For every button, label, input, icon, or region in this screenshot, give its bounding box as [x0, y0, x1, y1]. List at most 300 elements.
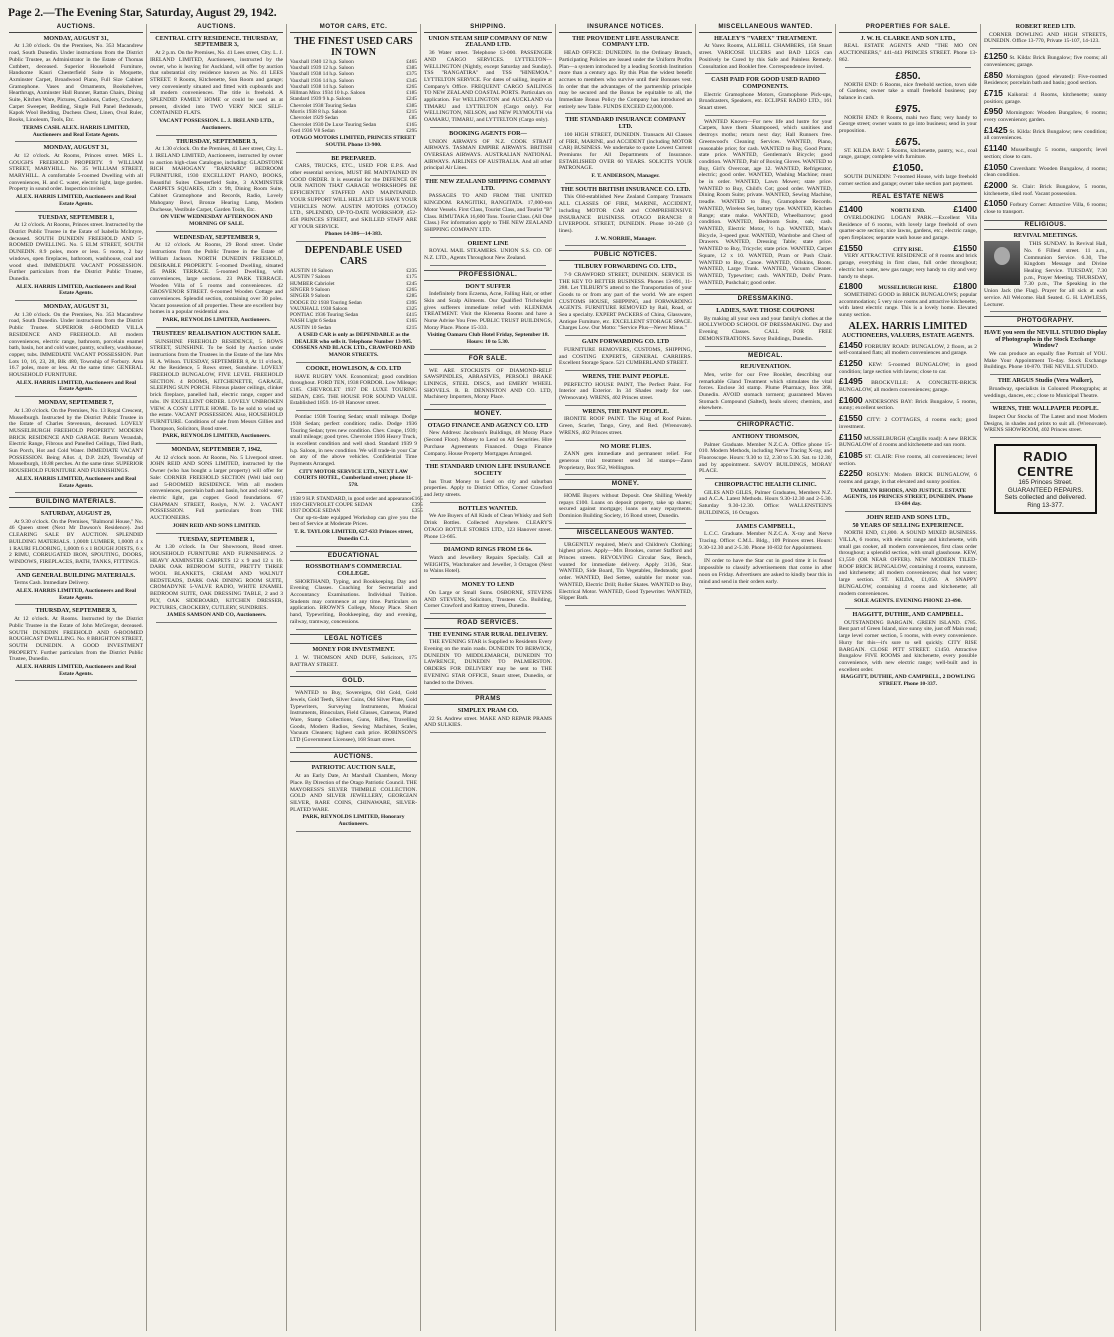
ad-body: At 12 o'clock. At Rooms, Princes street. Instructed by the District Public Trustee in the Estate of Isabella McIntyre, deceased. SOUTH DUNEDIN FREEHOLD AND 5-ROOMED DWELLING. No. 5 ELM STREET, SOUTH DUNEDIN. 8.9 poles, more or less. 5 rooms, 2 bay windows, open fireplaces, bathroom, washhouse, coal and wood shed. IMMEDIATE VACANT POSSESSION. Further particulars from the District Public Trustee, Dunedin. — [9, 222, 143, 282]
property-price: £1140 — [984, 143, 1008, 154]
ad-title: ROBERT REED LTD. — [1015, 23, 1076, 30]
advertisement — [559, 493, 692, 520]
advertisement — [424, 506, 552, 541]
advertisement — [290, 765, 417, 827]
item-price: £355 — [411, 508, 423, 515]
divider-rule — [296, 546, 411, 547]
radio-centre-advert — [994, 444, 1097, 514]
advertisement — [9, 400, 143, 489]
item-price: £165 — [411, 495, 423, 502]
advertisement — [424, 547, 552, 575]
ad-body: HEAD OFFICE: DUNEDIN. In the Ordinary Branch, Participating Policies are issued under the Uniform Profits Plan—a system introduced by a leading Scottish Institution more than a century ago. By this Plan the widest benefit accrues to members who survive until their Bonuses vest. In order that the advantages of the partnership principle may be secured and the Bonus be equitable to all, the Immediate Bonus Policy the Company has introduced an entirely new Table. FUNDS EXCEED £2,000,000. — [559, 50, 692, 110]
agency-footer: HAGGITT, DUTHIE, AND CAMPBELL, 2 DOWLING STREET. Phone 10-337. — [840, 674, 976, 688]
item-name: 1937 DODGE SEDAN — [290, 508, 341, 515]
ad-body: has Trust Money to Lend on city and suburban properties. Apply to District Office, Corner Crawford and Jetty streets. — [424, 478, 552, 499]
section-heading: RELIGIOUS. — [984, 220, 1107, 231]
ad-body: 7-9 CRAWFORD STREET, DUNEDIN. SERVICE IS THE KEY TO BETTER BUSINESS. Phones 13-891, 11-288. Let TILBURY'S attend to the Transportation of your Goods to or from any part of the world. We are expert CUSTOMS HOUSE, SHIPPING, and FORWARDING AGENTS. FURNITURE REMOVED by Rail, Road, or Sea a specialty. EXPERT PACKERS of China, Glassware, Antique Furniture, etc. EXCELLENT STORAGE SPACE. Charges Low. Our Motto: "Service Plus—Never Minus." — [559, 271, 692, 332]
price-table — [290, 268, 417, 331]
ad-title: THE EVENING STAR RURAL DELIVERY. — [428, 630, 548, 638]
advertisement — [150, 447, 283, 529]
location-label: CITY RISE. — [893, 246, 923, 253]
ad-title: SATURDAY, AUGUST 29, — [40, 510, 112, 517]
ad-body: HOME Buyers without Deposit. One Shilling Weekly repays £100. Loans on deposit property, take up shares; secured against mortgage; loans on easy repayments. Dominion Building Society, 16 Bond street, Dunedin. — [559, 493, 692, 520]
ad-title: CASH PAID FOR GOOD USED RADIO COMPONENTS. — [711, 76, 820, 90]
divider-rule — [565, 605, 686, 606]
divider-rule — [845, 67, 971, 68]
property-description: Mornington: Wooden Bungalow, 6 rooms; every convenience; garden. — [984, 110, 1108, 124]
section-heading: AUCTIONS. — [290, 752, 417, 763]
ad-title: MONEY FOR INVESTMENT. — [312, 646, 395, 654]
section-heading: MISCELLANEOUS WANTED. — [559, 528, 692, 539]
ad-body: CARS, TRUCKS, ETC., USED FOR E.P.S. And other essential services, MUST BE MAINTAINED IN GOOD ORDER. It is essential for the DEFENCE OF OUR NATION THAT GARAGE WORKSHOPS BE EFFICIENTLY STAFFED AND MAINTAINED. YOUR SUPPORT WILL HELP. LET US HAVE YOUR VEHICLES NOW. AUSTIN MOTORS (OTAGO) LTD., SPLENDID, UP-TO-DATE WORKSHOP, 452-458 PRINCES STREET, and SKILLED STAFF ARE AT YOUR SERVICE. — [290, 163, 417, 230]
ad-body: HAVE RUGBY VAN. Economical; good condition throughout. FORD TEN, 1938 FORDOR. Low Mileage; £185. CHEVROLET 1937 DE LUXE TOURING SEDAN, £385. THE HOUSE FOR SOUND VALUE. Established 1859. 16-18 Hanover street. — [290, 373, 417, 407]
ad-title: MONDAY, SEPTEMBER 7, 1942, — [171, 446, 262, 454]
divider-rule — [296, 362, 411, 363]
ad-body: IN order to have the Star cut in good time it is found impossible to classify advertisements that come in after noon on Friday. Advertisers are asked to kindly bear this in mind and send in their orders early. — [699, 558, 832, 585]
item-name: VAUXHALL 1938 Saloon — [290, 305, 348, 312]
advertisement — [150, 331, 283, 440]
advertisement — [424, 36, 552, 124]
ad-title: ROSSBOTHAM'S COMMERCIAL COLLEGE. — [305, 563, 402, 577]
item-name: DODGE D2 1938 Touring Sedan — [290, 299, 362, 306]
item-name: Vauxhall 1938 14 h.p. Saloon — [290, 83, 354, 90]
ad-signature: F. T. ANDERSON, Manager. — [591, 173, 660, 180]
ad-title: UNION STEAM SHIP COMPANY OF NEW ZEALAND LTD. — [428, 34, 548, 49]
agency-body: OUTSTANDING BARGAIN. GREEN ISLAND. £785. Best part of Green Island, nice sunny site, just off Main road; large level corner section, 5 rooms, with every convenience. Hurry for this—it's sure to sell quickly. CITY RISE BARGAIN. CLOSE PITT STREET. £1450. Attractive Bungalow FIVE ROOMS and kitchenette, every possible convenience, with new electric range; well-built and in excellent order. — [839, 619, 977, 673]
advertisement — [424, 464, 552, 499]
divider-rule — [296, 410, 411, 411]
item-price: £235 — [406, 268, 417, 275]
property-description: OVERLOOKING LOGAN PARK.—Excellent Villa Residence of 6 rooms, with lovely large freehold of own quarter-acre section; nice lawns, gardens, etc.; electric range, open fireplaces; separate wash house and garage. — [839, 214, 977, 242]
ad-body: At Varex Rooms, ALLBELL CHAMBERS, 158 Stuart street. VARICOSE ULCERS and BAD LEGS can Positively be Cured by this Safe and Painless Remedy. Consultation and Booklet free. Correspondence invited. — [699, 43, 832, 70]
divider-rule — [430, 613, 546, 614]
advertisement — [424, 131, 552, 172]
section-heading: PHOTOGRAPHY. — [984, 316, 1107, 327]
ad-body: At 1.30 o'clock. On the Premises, 41 Leer street, City. L. J. IRELAND LIMITED, Auctioneers, instructed by owner to auction high-class Catalogue, including: GLADSTONE RICH MAHOGANY "BARNARD" BEDROOM FURNITURE, 1930 EXCELLENT PIANO, BOOKS, Beautiful Suites Chesterfield Suite, 3 AXMINSTER CARPETS SQUARES, 12ft x 9ft, Dining Room Suite, Cabinet Gramophone and Records, Radio, Lovely Mahogany Bowl, Bronze Hearing Lamp, Modern Duchesse, Vestibule Carpet, Garden Tools, Etc. — [150, 146, 283, 213]
property-price: £1050 — [984, 198, 1008, 209]
ad-title: THE ARGUS Studio (Vera Walker), — [997, 377, 1094, 385]
divider-rule — [705, 289, 826, 290]
ad-body: Palmer Graduate. Member N.Z.C.A. Office phone 15-010. Modern Methods, including Nerve Tracing X-ray, and Fluoroscope. Hours: 9.30 to 12, 2.30 to 5.30. Sat. to 12.30, and by appointment. SAVOY BUILDINGS, MORAY PLACE. — [699, 441, 832, 475]
advertisement — [699, 308, 832, 343]
price-right: £1550 — [953, 242, 977, 253]
ad-title: TRUSTEES' REALISATION AUCTION SALE. — [152, 329, 281, 337]
ad-title: WEDNESDAY, SEPTEMBER 9, — [173, 233, 260, 241]
agency-subtitle: 50 YEARS OF SELLING EXPERIENCE. — [852, 521, 964, 529]
item-price: £325 — [406, 305, 417, 312]
ad-title: MONEY TO LEND — [461, 581, 515, 589]
section-heading: PROFESSIONAL. — [424, 270, 552, 281]
ad-signature: J. W. NORRIE, Manager. — [594, 235, 657, 242]
advertisement — [290, 647, 417, 668]
real-estate-item — [839, 205, 977, 242]
property-listing — [839, 137, 977, 161]
ad-signature: ALEX. HARRIS LIMITED, Auctioneers and Real Estate Agents. — [15, 283, 137, 297]
property-description: St. Kilda: Brick Bungalow; five rooms; all conveniences; garage. — [984, 55, 1107, 68]
property-listing — [839, 359, 977, 375]
ad-body: Pontiac 1938 Touring Sedan; small mileage. Dodge 1938 Sedan; perfect condition; radio. Dodge 1936 Touring Sedan; tyres new condition. Chev. Coupe, 1939; small mileage; good tyres. Chevrolet 1936 Heavy Truck, in excellent condition and well shod. Standard 1939 9 h.p. Saloon, in new condition. We will trade-in your Car on any of the above vehicles. Confidential Time Payments Arranged. — [290, 414, 417, 468]
divider-rule — [565, 370, 686, 371]
ad-signature: VACANT POSSESSION. L. J. IRELAND LTD., Auctioneers. — [159, 118, 274, 131]
divider-rule — [705, 73, 826, 74]
divider-rule — [430, 502, 546, 503]
item-price: £465 — [406, 58, 417, 65]
ad-title: HAVE you seen the NEVILL STUDIO Display of Photographs in the Stock Exchange Window? — [984, 328, 1107, 350]
column-5 — [555, 24, 695, 1331]
agency-title: HAGGITT, DUTHIE, AND CAMPBELL. — [852, 611, 964, 618]
divider-rule — [990, 402, 1101, 403]
property-listing — [984, 163, 1107, 179]
advertisement — [424, 708, 552, 729]
ad-title: MONDAY, AUGUST 31, — [43, 34, 109, 42]
section-heading: ROAD SERVICES. — [424, 618, 552, 629]
item-price: £375 — [406, 71, 417, 78]
property-price: £1085 — [839, 449, 863, 460]
item-price: £245 — [406, 96, 417, 103]
property-listing — [839, 104, 977, 135]
advertisement — [559, 339, 692, 367]
divider-rule — [15, 569, 137, 570]
ad-body: Inspect Our Stocks of The Latest and most Modern Designs, in shades and prints to suit all. (Wrenovate). WRENS SHOWROOM, 402 Princes street. — [984, 413, 1107, 434]
divider-rule — [430, 237, 546, 238]
property-description: Forbury Corner: Attractive Villa, 6 rooms; close to transport. — [984, 202, 1107, 216]
price-left: £1800 — [839, 281, 863, 292]
ad-title: BOTTLES WANTED. — [458, 504, 518, 512]
property-description: BROCKVILLE: A CONCRETE-BRICK BUNGALOW, all modern conveniences; garage. — [839, 380, 977, 394]
property-listing — [984, 126, 1107, 142]
ad-title: BE PREPARED. — [331, 154, 376, 162]
ad-title: THURSDAY, SEPTEMBER 3, — [175, 137, 258, 145]
ad-body: Broadway, specialists in Coloured Photographs; at weddings, dances, etc.; close to Municipal Theatre. — [984, 385, 1107, 399]
ad-title: THE NEW ZEALAND SHIPPING COMPANY LTD. — [425, 178, 551, 192]
advertisement — [290, 495, 423, 543]
property-price: £1600 — [839, 394, 863, 405]
column-heading: MISCELLANEOUS WANTED. — [699, 24, 832, 33]
advertisement — [424, 632, 552, 687]
property-description: VERY ATTRACTIVE RESIDENCE of 8 rooms and brick garage, everything in first class, full order throughout; electric hot water, new gas range; very handy to city and very handy to shops. — [839, 253, 977, 280]
property-listing — [984, 52, 1107, 68]
price-right: £1800 — [953, 281, 977, 292]
ad-title: BOOKING AGENTS FOR— — [449, 129, 527, 137]
item-name: AUSTIN 10 Sedan — [290, 324, 332, 331]
property-description: ST. CLAIR: Five rooms, all conveniences; level section. — [839, 453, 977, 467]
column-heading: AUCTIONS. — [150, 24, 283, 33]
property-price: £1050 — [984, 161, 1008, 172]
advertisement — [150, 235, 283, 324]
property-price: £1450 — [839, 339, 863, 350]
ad-signature: JAMES SAMSON AND CO, Auctioneers. — [166, 612, 267, 619]
ad-body: ZANN gets immediate and permanent relief. For generous trial treatment send 3d stamps—Zann Proprietary, Box 952, Wellington. — [559, 451, 692, 471]
ad-signature: Phones 14-386—14-383. — [324, 231, 383, 238]
section-heading: FOR SALE. — [424, 354, 552, 365]
advertisement — [699, 482, 832, 517]
column-heading: INSURANCE NOTICES. — [559, 24, 692, 33]
ad-body: WANTED to Buy, Sovereigns, Old Gold, Gold Jewels, Gold Teeth, Silver Coins, Old Silver Plate, Gold Typewriters, Surveying Instruments, Musical Instruments, Binoculars, Field Glasses, Cameras, Plated Ware, Stamp Collections, Guns, Rifles, Travelling Goods, Modern Radios, Sewing Machines, Scales, Vacuum Cleaners; highest cash price. ROBINSON'S LTD (Government Licensee), 168 Stuart street. — [290, 690, 417, 744]
location-label: MUSSELBURGH RISE. — [878, 285, 938, 292]
item-name: Vauxhall 1939 12 h.p. Saloon — [290, 65, 354, 71]
divider-rule — [430, 404, 546, 405]
advertisement — [424, 368, 552, 402]
item-name: SINGER 9 Saloon — [290, 293, 330, 300]
advertisement — [559, 264, 692, 332]
section-heading: MONEY. — [424, 409, 552, 420]
advertisement — [150, 36, 283, 132]
item-price: £295 — [406, 127, 417, 134]
agency-title: ALEX. HARRIS LIMITED — [848, 320, 968, 332]
ad-title: GAIN FORWARDING CO. LTD — [581, 338, 670, 346]
section-heading: LEGAL NOTICES — [290, 634, 417, 645]
ad-title: CHIROPRACTIC HEALTH CLINIC. — [714, 481, 817, 489]
advertisement — [290, 245, 417, 359]
ad-title: THE STANDARD UNION LIFE INSURANCE SOCIETY — [425, 463, 551, 477]
agency-footer: TAMBLYN RHODES, AND JUSTICE. ESTATE AGENTS, 116 PRINCES STREET, DUNEDIN. Phone 13-684 day. — [843, 487, 973, 508]
property-description: ANDERSONS BAY: Brick Bungalow, 5 rooms, sunny; excellent section. — [839, 398, 977, 412]
advertisement — [290, 564, 417, 625]
divider-rule — [990, 311, 1101, 312]
ad-title: MONDAY, SEPTEMBER 7, — [38, 399, 114, 407]
ad-title: ORIENT LINE — [467, 239, 509, 247]
item-name: AUSTIN 7 Saloon — [290, 274, 331, 281]
advertisement — [290, 366, 417, 407]
advertisement — [424, 284, 552, 346]
item-price: £385 — [406, 102, 417, 109]
divider-rule — [990, 374, 1101, 375]
property-description: MUSSELBURGH (Cargills road): A new BRICK BUNGALOW of 4 rooms and kitchenette and sun room. — [839, 435, 977, 449]
divider-rule — [845, 608, 971, 609]
property-price: £675. — [895, 136, 921, 148]
item-price: £265 — [406, 287, 417, 293]
advertisement — [699, 36, 832, 71]
ad-title: HEALEY'S "VAREX" TREATMENT. — [714, 34, 817, 42]
property-listing — [839, 71, 977, 102]
ad-signature: OTAGO MOTORS LIMITED, PRINCES STREET SOUTH. Phone 13-900. — [291, 135, 416, 148]
ad-signature: TERMS CASH. ALEX. HARRIS LIMITED, Auctioneers and Real Estate Agents. — [22, 124, 130, 138]
property-listing — [984, 107, 1107, 123]
ad-body: THE EVENING STAR is Supplied to Residents Every Evening on the main roads. DUNEDIN TO BERWICK, DUNEDIN TO MIDDLEMARCH, DUNEDIN TO LAWRENCE, DUNEDIN TO PALMERSTON. ORDERS FOR DELIVERY may be sent to THE EVENING STAR OFFICE, Stuart street, Dunedin, or handed to the Drivers. — [424, 639, 552, 686]
item-name: Vauxhall 1940 12 h.p. Saloon — [290, 58, 354, 65]
ad-title: THE FINEST USED CARS IN TOWN — [294, 35, 413, 58]
item-price: £265 — [406, 83, 417, 90]
item-name: Chevrolet 1930 De Luxe Touring Sedan — [290, 121, 377, 128]
divider-rule — [565, 474, 686, 475]
divider-rule — [15, 141, 137, 142]
section-heading: PUBLIC NOTICES. — [559, 250, 692, 261]
property-description: St. Kilda: Brick Bungalow; new condition; all conveniences. — [984, 128, 1107, 142]
ad-signature: Visiting Oamaru Club Hotel Friday, September 18. Hours: 10 to 5.30. — [427, 332, 549, 346]
divider-rule — [565, 440, 686, 441]
advertisement — [424, 179, 552, 234]
advertisement — [699, 119, 832, 287]
ad-signature: JOHN REID AND SONS LIMITED. — [172, 522, 261, 529]
ad-body: We can produce an equally fine Portrait of YOU. Make Your Appointment To-day. Stock Exchange Buildings. Phone 10-870. THE NEVILL STUDIO. — [984, 351, 1107, 371]
ad-title: DIAMOND RINGS FROM £6 6s. — [443, 546, 533, 554]
property-price: £715 — [984, 87, 1003, 98]
divider-rule — [565, 335, 686, 336]
advertisement — [699, 434, 832, 475]
advertisement — [9, 215, 143, 297]
property-description: ROSLYN: Modern BRICK BUNGALOW, 6 rooms and garage, in that elevated and sunny position. — [839, 472, 978, 486]
advertisement — [290, 156, 417, 238]
ad-title: NO MORE FLIES. — [599, 442, 652, 450]
ad-body: Electric Gramophone Motors, Gramophone Pick-ups, Broadcasters, Speakers, etc. ECLIPSE RADIO LTD., 161 Stuart street. — [699, 91, 832, 112]
property-description: CITY: 2 COTTAGES, 4 rooms each; good investment. — [839, 417, 977, 430]
divider-rule — [15, 680, 137, 681]
property-price: £850 — [984, 69, 1003, 80]
advertisement — [559, 542, 692, 602]
property-listing — [839, 377, 977, 393]
divider-rule — [565, 523, 686, 524]
divider-rule — [156, 533, 277, 534]
ad-title: THE SOUTH BRITISH INSURANCE CO. LTD. — [560, 185, 691, 193]
ad-body: SHORTHAND, Typing, and Bookkeeping. Day and Evening Classes. Coaching for Secretarial and Accountancy Examinations. Individual Tuition. Students may commence at any time. Particulars on application. BROWN'S College, Moray Place. Short hand, Typewriting, Bookkeeping, day and evening, railway, tramway, concessions. — [290, 578, 417, 625]
divider-rule — [705, 115, 826, 116]
ad-body: We Are Buyers of All Kinds of Clean Whisky and Soft Drink Bottles. Collected Anywhere. CLEARY'S OTAGO BOTTLE STORES LTD., 123 Hanover street. Phone 13-665. — [424, 513, 552, 540]
property-listing — [984, 144, 1107, 160]
ad-body: At 1.30 o'clock. On the Premises, No. 13 Royal Crescent, Musselburgh. Instructed by the District Public Trustee in the Estate of Charles Stevenson, deceased. LOVELY MUSSELBURGH FREEHOLD PROPERTY. MODERN BRICK RESIDENCE AND GARAGE. Return Verandah, Electric Range, Fibrous and Panelled Ceilings, Tiled Bath, Sun Porch, Hot and Cold Water. IMMEDIATE VACANT POSSESSION. Being Allot. 4, D.P. 2429, Township of Musselburgh, 10.88 perches. At the same time: SUPERIOR HOUSEHOLD FURNITURE AND FURNISHINGS. — [9, 407, 143, 475]
item-price: £215 — [406, 109, 417, 116]
price-left: £1550 — [839, 242, 863, 253]
ad-title: WRENS, THE PAINT PEOPLE. — [582, 407, 669, 415]
advertisement — [984, 24, 1107, 45]
item-price: £395 — [411, 502, 423, 509]
divider-rule — [430, 349, 546, 350]
column-4 — [420, 24, 555, 1331]
ad-signature: ALEX. HARRIS LIMITED, Auctioneers and Real Estate Agents. — [15, 379, 137, 393]
item-price: £85 — [408, 115, 417, 122]
advertisement — [559, 36, 692, 111]
property-price: £975. — [895, 103, 921, 115]
property-price: £2000 — [984, 179, 1008, 190]
ad-body: UNION AIRWAYS OF N.Z. COOK STRAIT AIRWAYS. TASMAN EMPIRE AIRWAYS. BRITISH OVERSEAS AIRWAYS. AUSTRALIAN NATIONAL AIRWAYS. AIRLINES OF AUSTRALIA. And all other principal Air Lines. — [424, 138, 552, 172]
property-listing — [984, 89, 1107, 105]
divider-rule — [296, 831, 411, 832]
ad-signature: ALEX. HARRIS LIMITED, Auctioneers and Real Estate Agents. — [15, 588, 137, 601]
ad-body: At 12 o'clock. At Rooms, 29 Bond street. Under instructions from the Public Trustee in the Estate of William Jackson. NORTH DUNEDIN FREEHOLD, DESIRABLE PROPERTY. 5-roomed Dwelling, situated 45 PARK TERRACE. 5-roomed Dwelling, with conveniences, large sections. 23 PARK TERRACE. Wooden Villa of 5 rooms and conveniences. 42 GROSVENOR STREET. 6-roomed Wooden Cottage and conveniences. Splendid section, containing over 30 poles. Vacant possession of all properties. These are excellent buy homes in a popular residential area. — [150, 242, 284, 316]
ad-title: TUESDAY, SEPTEMBER 1, — [178, 535, 255, 543]
section-heading: BUILDING MATERIALS. — [9, 497, 143, 508]
property-price: £1425 — [984, 124, 1008, 135]
section-heading: DRESSMAKING. — [699, 294, 832, 305]
property-description: St. Clair: Brick Bungalow, 5 rooms, kitchenette, tiled roof. Vacant possession. — [984, 183, 1107, 197]
ad-body: WE ARE STOCKISTS OF DIAMOND-RELF SAWSPINDLES, ABRASIVES, PERSOLI BRAKE LININGS, STEEL DISCS, and EMERY WHEEL SHOVELS. R. B. DENNISTON AND CO. LTD, Machinery Importers, Moray Place. — [424, 367, 552, 401]
ad-signature: ALEX. HARRIS LIMITED, Auctioneers and Real Estate Agents. — [15, 194, 137, 207]
price-row — [290, 128, 417, 134]
agency-subtitle: AUCTIONEERS, VALUERS, ESTATE AGENTS. — [842, 331, 974, 339]
ad-body: At an Early Date, At Marshall Chambers, Moray Place. By Direction of the Otago Patriotic Council. THE MAYORESS'S SILVER THIMBLE COLLECTION. GOLD AND SILVER JEWELLERY, GEORGIAN SILVER, RARE COINS, CHINAWARE, SILVER-PLATED WARE. — [290, 773, 417, 813]
ad-signature: A USED CAR is only as DEPENDABLE as the DEALER who sells it. Telephone Number 13-905. COSSENS AND BLACK LTD., CRAWFORD AND MANOR STREETS. — [292, 332, 415, 359]
advertisement — [699, 558, 832, 585]
section-heading: REAL ESTATE NEWS — [839, 192, 977, 203]
column-1 — [6, 24, 146, 1331]
ad-body: This Old-established New Zealand Company Transacts ALL CLASSES OF FIRE, MARINE, ACCIDENT, including MOTOR CAR and COMPREHENSIVE INSURANCE BUSINESS. OTAGO BRANCH: 8 LIVERPOOL STREET, DUNEDIN. Phone 10-240 (3 lines). — [559, 194, 692, 234]
advertisement — [9, 608, 143, 677]
ad-title: MONDAY, AUGUST 31, — [43, 303, 109, 311]
ad-title: JAMES CAMPBELL, — [735, 522, 796, 530]
property-price: £1495 — [839, 376, 863, 387]
section-heading: GOLD. — [290, 676, 417, 687]
divider-rule — [15, 211, 137, 212]
item-name: 1938 9 H.P. STANDARD, in good order and appearance — [290, 495, 412, 502]
ad-title: THE PROVIDENT LIFE ASSURANCE COMPANY LTD. — [572, 34, 679, 49]
advertisement — [424, 423, 552, 458]
divider-rule — [430, 543, 546, 544]
ad-body: 36 Water street. Telephone 13-000. PASSENGER AND CARGO SERVICES. LYTTELTON—WELLINGTON (Nightly, except Saturday and Sunday). TSS "RANGATIRA" and TSS "HINEMOA." LYTTELTON SERVICE. For dates of sailing, inquire at Company's Office. FREQUENT CARGO SAILINGS TO NEW ZEALAND COASTAL PORTS. Particulars on application. For WELLINGTON and AUCKLAND via TIMARU and LYTTELTON (Cargo only). For WELLINGTON, NELSON, and NEW PLYMOUTH via OAMARU, TIMARU, and LYTTELTON (Cargo only). — [424, 50, 552, 124]
section-heading: MONEY. — [559, 479, 692, 490]
divider-rule — [156, 443, 277, 444]
ad-body: PASSAGES TO AND FROM THE UNITED KINGDOM. RANGITIKI, RANGITATA. 17,000-ton Motor Vessels. First Class, Tourist Class, and Tourist "B" Class. RIMUTAKA 16,600 Tons. Tourist Class. (All One Class.) For information apply to THE NEW ZEALAND SHIPPING COMPANY LTD. — [424, 193, 552, 233]
ad-body: New Address: Jacobson's Buildings, 48 Moray Place (Second Floor). Money to Lend on All Securities. Hire Purchase Agreements Financed. Otago Finance Company. House Property Mortgages Arranged. — [424, 430, 552, 457]
column-6 — [695, 24, 835, 1331]
ad-title: PATRIOTIC AUCTION SALE, — [311, 764, 396, 772]
divider-rule — [15, 492, 137, 493]
property-description: ST. KILDA BAY: 5 Rooms, kitchenette, pantry, w.c., coal range, garage; complete with furniture. — [839, 147, 977, 161]
divider-rule — [296, 241, 411, 242]
price-table — [290, 59, 417, 135]
ad-body: Watch and Jewellery Repairs Specially. Call at WEIGHTS, Watchmaker and Jeweller, 3 Octagon (Next to Wains Hotel). — [424, 555, 552, 575]
divider-rule — [705, 346, 826, 347]
property-price: £1150 — [839, 431, 863, 442]
advertisement — [9, 304, 143, 393]
divider-rule — [705, 478, 826, 479]
item-price: £415 — [406, 312, 417, 319]
divider-rule — [15, 300, 137, 301]
advertisement — [559, 409, 692, 437]
item-price: £165 — [406, 121, 417, 128]
divider-rule — [15, 604, 137, 605]
ad-title: ANTHONY THOMSON, — [732, 432, 799, 440]
price-right: £1400 — [953, 204, 977, 215]
radio-address: 165 Princes Street. — [1018, 479, 1073, 487]
divider-rule — [430, 265, 546, 266]
ad-body: At 12 o'clock. At Rooms. Instructed by the District Public Trustee in the Estate of John McGregor, deceased. SOUTH DUNEDIN FREEHOLD AND 6-ROOMED ROUGHCAST DWELLING. No. 8 BRIGHTON STREET, SOUTH DUNEDIN. A GOOD INVESTMENT PROPERTY. Further particulars from the District Public Trustee, Dunedin. — [9, 616, 143, 663]
ad-title: DEPENDABLE USED CARS — [304, 245, 403, 268]
item-price: £345 — [406, 77, 417, 84]
item-name: Standard 1939 9 h.p. Saloon — [290, 96, 352, 103]
property-listing — [839, 433, 977, 449]
ad-title: WRENS, THE PAINT PEOPLE. — [582, 372, 669, 380]
advertisement — [290, 690, 417, 744]
ad-title: AND GENERAL BUILDING MATERIALS. — [16, 571, 136, 579]
agency-title: JOHN REID AND SONS LTD., — [866, 513, 950, 521]
ad-body: At 9.30 o'clock. On the Premises, "Balmoral House," No. 46 Queen street (Next Mr Dawson's Residence). 2nd CLEARING SALE BY AUCTION. SPLENDID BUILDING MATERIALS. 1,000ft LUMBER, 1,000ft 4 x 1 RAURI FLOORING, 1,000ft 6 x 1 ROUGH JOISTS, 6 x 2 RIMU, CORRUGATED IRON, SPOUTING, DOORS, WINDOWS, FIREPLACES, BATH, TANKS, FITTINGS. — [9, 518, 143, 565]
property-listing — [839, 341, 977, 357]
property-description: NORTH END: 6 Rooms, nice freehold section, town side of Gardens; owner take a small freehold business; pay balance in cash. — [839, 81, 977, 101]
advertisement — [9, 36, 143, 139]
price-header — [839, 244, 977, 254]
advertisement — [150, 139, 283, 228]
ad-body: 22 St. Andrew street. MAKE AND REPAIR PRAMS AND SULKIES. — [424, 715, 552, 729]
ad-body: J. W. THOMSON AND DUFF, Solicitors, 175 RATTRAY STREET. — [290, 654, 417, 668]
divider-rule — [430, 127, 546, 128]
item-name: Morris 1938 8 h.p. Saloon — [290, 109, 347, 116]
ad-body: URGENTLY required, Men's and Children's Clothing; highest prices. Apply—Mrs Brookes, corner Stafford and Princes streets. REVOLVING Circular Saw, Bench, wanted for immediate delivery. Apply 3136, Star. WANTED, Side Board, Tin Vegetables, Bedsteads; good order. WANTED, Bed Settee, suitable for motor van. WANTED, Electric Drill; Roller Skates. WANTED to Buy, Electrical Motor. WANTED, Good Typewriter. WANTED, Slipper Bath. — [559, 541, 692, 602]
divider-rule — [430, 732, 546, 733]
ad-body: At 1.30 o'clock. On the Premises, No. 353 Macandrew road, South Dunedin. Under instructions from the District Public Trustee, as Administrator in the Estate of Thomas Cuthbert, deceased. Superior Household Furniture, Handsome Kauri Chesterfield Suite in Moquette, Axminster Carpet, Broadwood Piano, Full Size Cabinet Gramophone. Vases and Ornaments, Bookshelves, Hearthrugs, Axminster Hall Runner, Rattan Chairs, Dining Suite, Kitchen Ware, Pictures, Cushions, Cutlery, Crockery, Carpet Sweeper, Bedding, Single Full Panel Bedsteads, Kapok Wool Bedding, Duchess Chest, Linen, Oval Ruler, Books, Linoleum, Tools, Etc. — [9, 43, 143, 124]
divider-rule — [296, 152, 411, 153]
photography-advert — [984, 378, 1107, 399]
divider-rule — [430, 578, 546, 579]
item-name: Vauxhall 1936 14 h.p. Saloon — [290, 77, 354, 84]
property-description: Musselburgh: 5 rooms, sunporch; level section; close to cars. — [984, 147, 1107, 160]
radio-phone: Ring 13-377. — [1027, 501, 1064, 509]
divider-rule — [156, 622, 277, 623]
property-price: £1250 — [839, 357, 863, 368]
property-description: KEW: 5-roomed BUNGALOW; in good condition; large section with lawns; close to car. — [839, 361, 977, 375]
ad-body: GILES AND GILES, Palmer Graduates, Members N.Z. and A.C.A. Latest Methods. Hours 9.30-12.30 and 2-5.30. Saturday 9.30-12.30. Office: WALLENSTEIN'S BUILDINGS, 16 Octagon. — [699, 489, 832, 516]
item-name: PONTIAC 1936 Touring Sedan — [290, 312, 359, 319]
property-price: £2250 — [839, 468, 863, 479]
item-name: Ford 1936 V8 Sedan — [290, 127, 335, 134]
